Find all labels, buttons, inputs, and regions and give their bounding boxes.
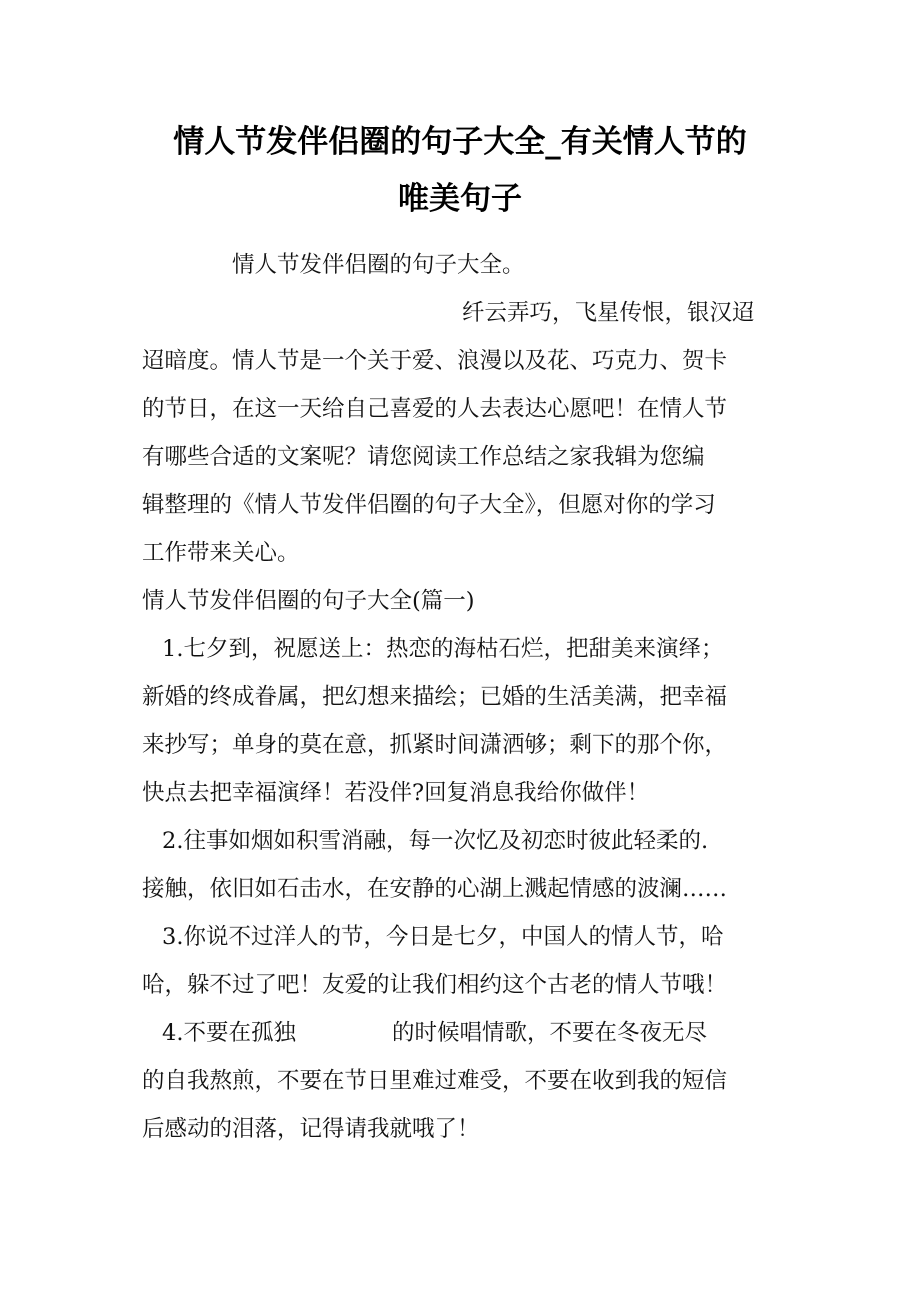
paragraph1-line-6: 工作带来关心。 [142, 540, 300, 566]
intro-line: 情人节发伴侣圈的句子大全。 [232, 252, 525, 278]
item4-line-1 [162, 1018, 707, 1048]
item4-line-3: 后感动的泪落，记得请我就哦了！ [142, 1116, 480, 1142]
document-title-line-2: 唯美句子 [398, 181, 522, 217]
item1-line-1: 1.七夕到，祝愿送上：热恋的海枯石烂，把甜美来演绎； [162, 636, 724, 662]
paragraph1-line-4: 有哪些合适的文案呢？请您阅读工作总结之家我辑为您编 [142, 444, 705, 470]
paragraph1-line-5: 辑整理的《情人节发伴侣圈的句子大全》，但愿对你的学习 [142, 492, 716, 518]
item4-line-1-start: 4.不要在孤独 [162, 1020, 296, 1046]
paragraph1-line-2: 迢暗度。情人节是一个关于爱、浪漫以及花、巧克力、贺卡 [142, 348, 728, 374]
document-title-line-1: 情人节发伴侣圈的句子大全_有关情人节的 [173, 124, 747, 160]
section-heading: 情人节发伴侣圈的句子大全(篇一) [142, 588, 475, 614]
paragraph1-line-1: 纤云弄巧，飞星传恨，银汉迢 [462, 300, 755, 326]
item4-line-1-end: 的时候唱情歌，不要在冬夜无尽 [391, 1020, 707, 1046]
item3-line-1: 3.你说不过洋人的节，今日是七夕，中国人的情人节，哈 [162, 924, 724, 950]
item1-line-2: 新婚的终成眷属，把幻想来描绘；已婚的生活美满，把幸福 [142, 684, 728, 710]
item2-line-1: 2.往事如烟如积雪消融，每一次忆及初恋时彼此轻柔的. [162, 828, 709, 854]
paragraph1-line-3: 的节日，在这一天给自己喜爱的人去表达心愿吧！在情人节 [142, 396, 728, 422]
item2-line-2: 接触，依旧如石击水，在安静的心湖上溅起情感的波澜…… [142, 876, 728, 902]
item1-line-3: 来抄写；单身的莫在意，抓紧时间潇洒够；剩下的那个你， [142, 732, 728, 758]
item4-line-2: 的自我熬煎，不要在节日里难过难受，不要在收到我的短信 [142, 1068, 728, 1094]
item3-line-2: 哈，躲不过了吧！友爱的让我们相约这个古老的情人节哦！ [142, 972, 728, 998]
item1-line-4: 快点去把幸福演绎！若没伴?回复消息我给你做伴！ [142, 780, 650, 806]
